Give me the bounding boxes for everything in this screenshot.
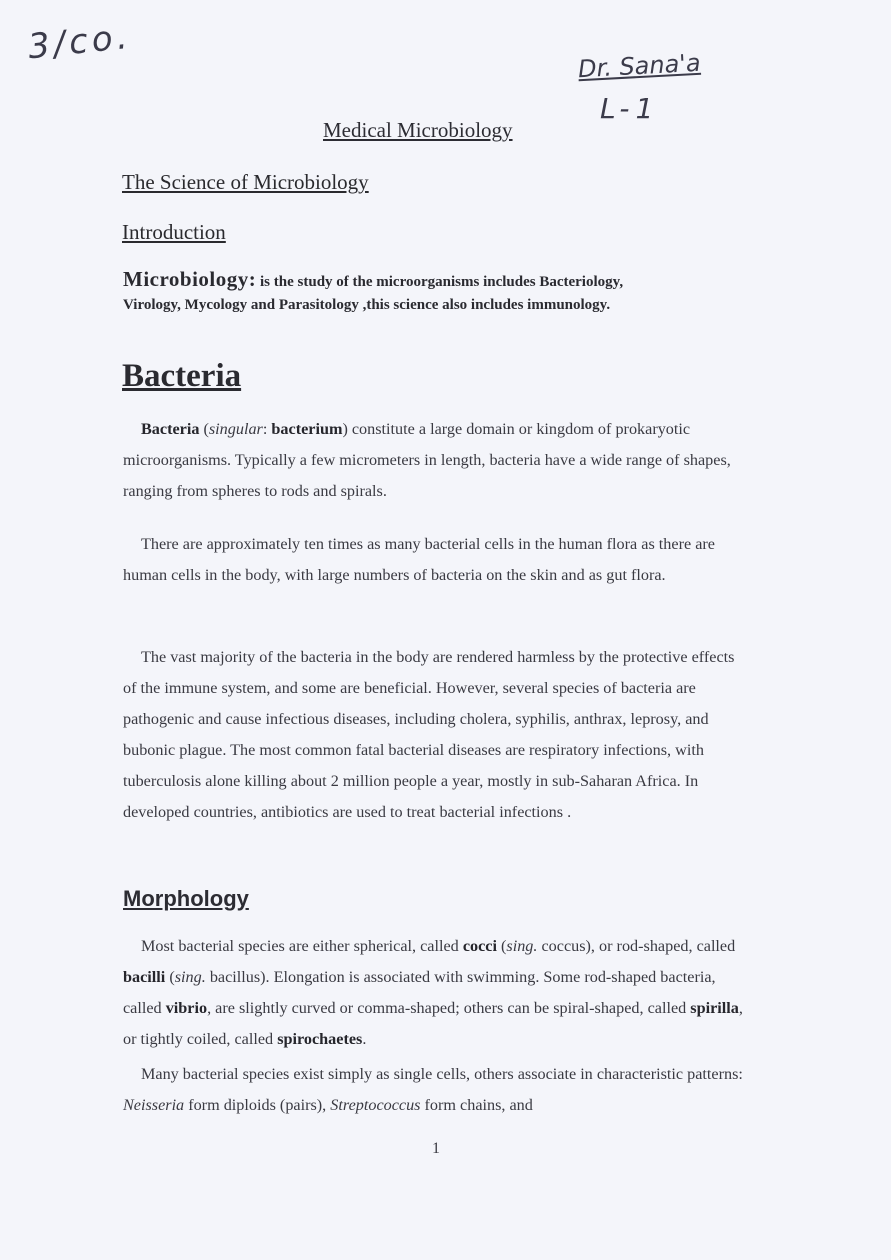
term-spirilla: spirilla xyxy=(690,999,739,1017)
term-neisseria: Neisseria xyxy=(123,1096,185,1114)
bacteria-paragraph-1 xyxy=(123,414,748,507)
morphology-paragraph-2 xyxy=(123,1059,748,1121)
term-sing: sing. xyxy=(174,968,206,986)
term-vibrio: vibrio xyxy=(165,999,208,1017)
term-bacteria: Bacteria xyxy=(141,420,200,438)
term-singular-label: singular xyxy=(208,420,263,438)
text-span: Most bacterial species are either spherical, called xyxy=(141,937,463,955)
page-number: 1 xyxy=(432,1140,440,1157)
microbiology-definition xyxy=(123,268,683,317)
term-sing: sing. xyxy=(506,937,538,955)
term-bacilli: bacilli xyxy=(123,968,166,986)
text-span: coccus), or rod-shaped, called xyxy=(537,937,736,955)
text-span: There are approximately ten times as many bacterial cells in the human flora as there are human cells in the body, with large numbers of bacteria on the skin and as gut flora. xyxy=(123,535,715,584)
introduction-heading: Introduction xyxy=(122,220,226,244)
text-span: : xyxy=(262,420,272,438)
text-span: The vast majority of the bacteria in the body are rendered harmless by the protective effects of the immune system, and some are beneficial. However, several species of bacteria are pathogenic and cause infectious diseases, including cholera, syphilis, anthrax, leprosy, and bubonic plague. The most common fatal bacterial diseases are respiratory infections, with tuberculosis alone killing about 2 million people a year, mostly in sub-Saharan Africa. In developed countries, antibiotics are used to treat bacterial infections . xyxy=(123,648,735,821)
text-span: form diploids (pairs), xyxy=(184,1096,331,1114)
text-span: ) constitute a large domain or kingdom of prokaryotic microorganisms. Typically a few micrometers in length, bacteria have a wide range of shapes, ranging from spheres to rods and spirals. xyxy=(123,420,731,500)
term-streptococcus: Streptococcus xyxy=(330,1096,421,1114)
bacteria-paragraph-2 xyxy=(123,529,748,591)
text-span: . xyxy=(362,1030,367,1048)
text-span: , are slightly curved or comma-shaped; others can be spiral-shaped, called xyxy=(207,999,691,1017)
handwritten-lecture-number: L-1 xyxy=(600,92,660,125)
morphology-heading: Morphology xyxy=(123,886,249,911)
text-span: , or tightly coiled, called xyxy=(123,999,743,1048)
term-cocci: cocci xyxy=(462,937,497,955)
text-span: ( xyxy=(496,937,507,955)
bacteria-paragraph-3 xyxy=(123,642,748,828)
text-span: bacillus). Elongation is associated with swimming. Some rod-shaped bacteria, called xyxy=(123,968,716,1017)
definition-text: is the study of the microorganisms includes Bacteriology, Virology, Mycology and Parasitology ,this science also includes immunology. xyxy=(123,274,624,313)
text-span: ( xyxy=(165,968,175,986)
handwritten-instructor-name: Dr. Sana'a xyxy=(577,48,702,84)
morphology-paragraph-1 xyxy=(123,931,748,1055)
term-bacterium: bacterium xyxy=(271,420,343,438)
definition-term: Microbiology: xyxy=(123,267,257,291)
text-span: ( xyxy=(199,420,209,438)
text-span: Many bacterial species exist simply as single cells, others associate in characteristic patterns: xyxy=(141,1065,743,1083)
term-spirochaetes: spirochaetes xyxy=(277,1030,363,1048)
section-heading: The Science of Microbiology xyxy=(122,170,369,194)
bacteria-heading: Bacteria xyxy=(122,358,242,394)
text-span: form chains, and xyxy=(420,1096,533,1114)
handwritten-note-corner: 3/co. xyxy=(26,16,134,68)
document-title: Medical Microbiology xyxy=(323,118,513,142)
